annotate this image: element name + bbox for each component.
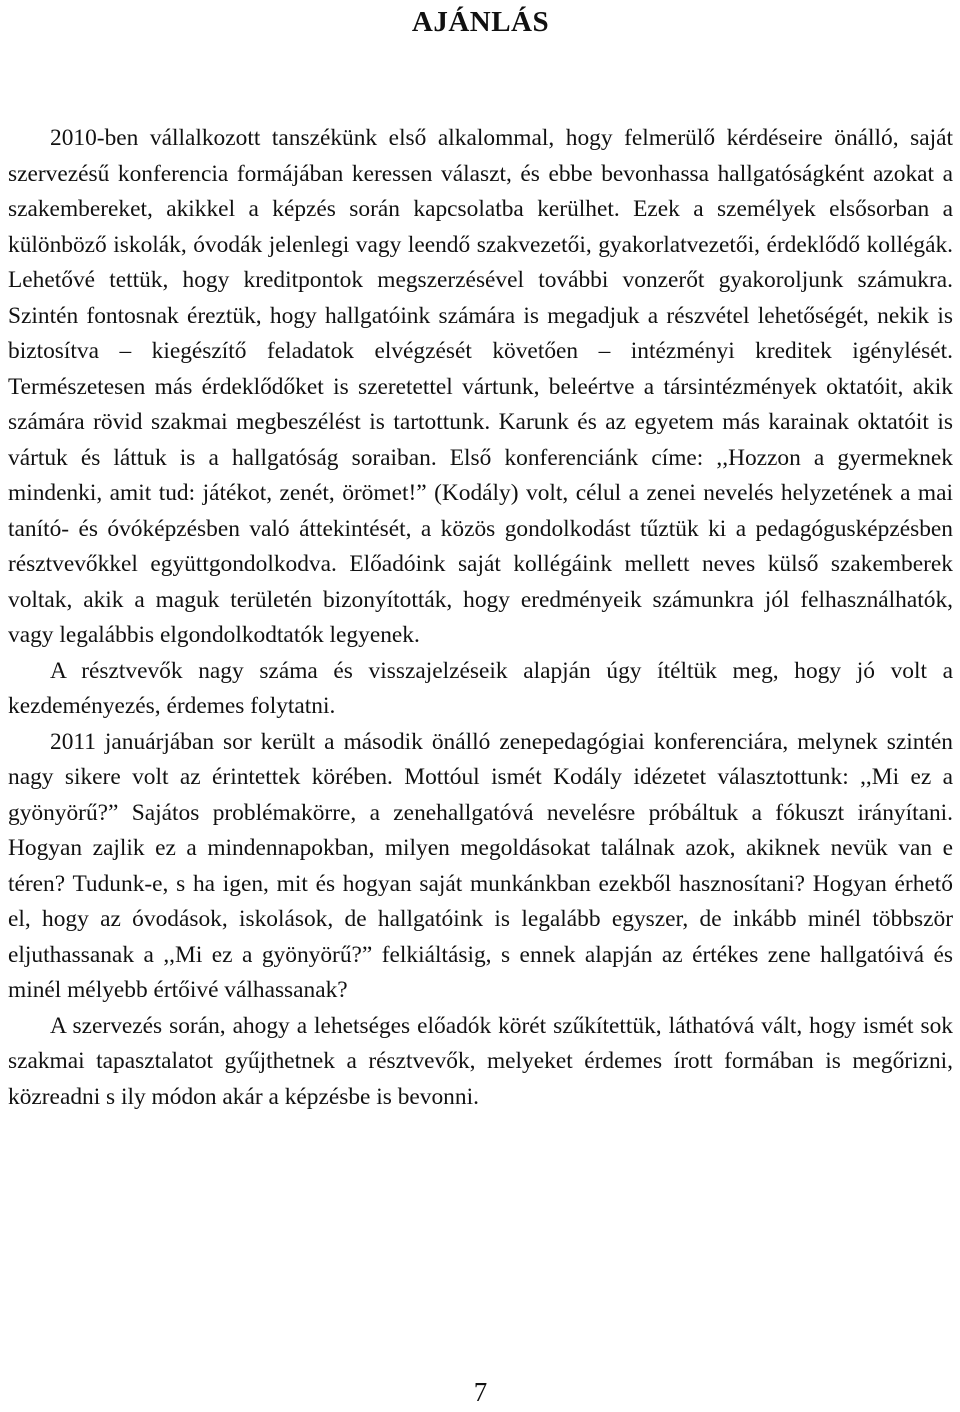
paragraph-1: 2010-ben vállalkozott tanszékünk első alkalommal, hogy felmerülő kérdéseire önálló, saját szervezésű konferencia formájában keressen választ, és ebbe bevonhassa hallgatóságként azokat a szakembereket, akikkel a képzés során kapcsolatba kerülhet. Ezek a személyek elsősorban a különböző iskolák, óvodák jelenlegi vagy leendő szakvezetői, gyakorlatvezetői, érdeklődő kollégák. Lehetővé tettük, hogy kreditpontok megszerzésével további vonzerőt gyakoroljunk számukra. Szintén fontosnak éreztük, hogy hallgatóink számára is megadjuk a részvétel lehetőségét, nekik is biztosítva – kiegészítő feladatok elvégzését követően – intézményi kreditek igénylését. Természetesen más érdeklődőket is szeretettel vártunk, beleértve a társintézmények oktatóit, akik számára rövid szakmai megbeszélést is tartottunk. Karunk és az egyetem más karainak oktatóit is vártuk és láttuk is a hallgatóság soraiban. Első konferenciánk címe: ,,Hozzon a gyermeknek mindenki, amit tud: játékot, zenét, örömet!” (Kodály) volt, célul a zenei nevelés helyzetének a mai tanító- és óvóképzésben való áttekintését, a közös gondolkodást tűztük ki a pedagógusképzésben résztvevőkkel együttgondolkodva. Előadóink saját kollégáink mellett neves külső szakemberek voltak, akik a maguk területén bizonyították, hogy eredményeik számunkra jól felhasználhatók, vagy legalábbis elgondolkodtatók legyenek. [8, 125, 953, 648]
paragraph-3: 2011 januárjában sor került a második önálló zenepedagógiai konferenciára, melynek szintén nagy sikere volt az érintettek körében. Mottóul ismét Kodály idézetet választottunk: ,,Mi ez a gyönyörű?” Sajátos problémakörre, a zenehallgatóvá nevelésre próbáltuk a fókuszt irányítani. Hogyan zajlik ez a mindennapokban, milyen megoldásokat találnak azok, akiknek nevük van e téren? Tudunk-e, s ha igen, mit és hogyan saját munkánkban ezekből hasznosítani? Hogyan érhető el, hogy az óvodások, iskolások, de hallgatóink is legalább egyszer, de inkább minél többször eljuthassanak a ,,Mi ez a gyönyörű?” felkiáltásig, s ennek alapján az értékes zene hallgatóivá és minél mélyebb értőivé válhassanak? [8, 728, 953, 1003]
paragraph-2: A résztvevők nagy száma és visszajelzéseik alapján úgy ítéltük meg, hogy jó volt a kezdeményezés, érdemes folytatni. [8, 657, 953, 719]
page-number: 7 [473, 1377, 488, 1407]
body-text [8, 121, 953, 1115]
paragraph-4: A szervezés során, ahogy a lehetséges előadók körét szűkítettük, láthatóvá vált, hogy ismét sok szakmai tapasztalatot gyűjthetnek a résztvevők, melyeket érdemes írott formában is megőrizni, közreadni s ily módon akár a képzésbe is bevonni. [8, 1012, 953, 1110]
document-page [8, 0, 953, 1412]
page-title: AJÁNLÁS [411, 6, 550, 38]
